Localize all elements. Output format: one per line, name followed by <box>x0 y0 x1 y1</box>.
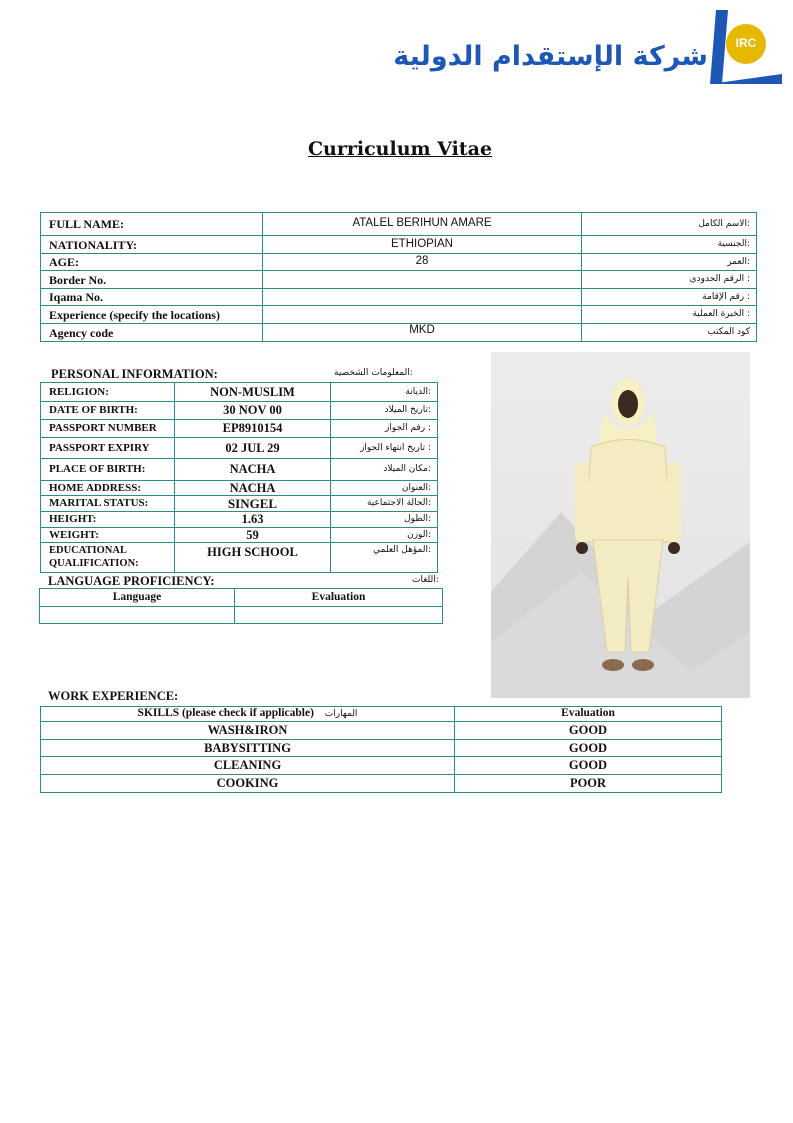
skill-row <box>41 740 722 757</box>
company-logo <box>393 8 782 88</box>
skills-column-title-ar: المهارات <box>324 709 358 720</box>
place-of-birth-value: NACHA <box>175 459 331 481</box>
personal-row <box>41 481 438 496</box>
passport-expiry-value: 02 JUL 29 <box>175 438 331 459</box>
education-label-ar: المؤهل العلمي: <box>331 543 438 573</box>
personal-row <box>41 528 438 543</box>
summary-row <box>41 236 757 254</box>
dob-value: 30 NOV 00 <box>175 402 331 420</box>
passport-expiry-label-ar: تاريخ انتهاء الجواز : <box>331 438 438 459</box>
skill-name: CLEANING <box>41 757 455 775</box>
summary-row <box>41 254 757 271</box>
passport-number-value: EP8910154 <box>175 420 331 438</box>
passport-number-label: PASSPORT NUMBER <box>41 420 175 438</box>
language-header-row <box>40 589 443 607</box>
nationality-value: ETHIOPIAN <box>263 236 582 254</box>
border-no-value <box>263 271 582 289</box>
weight-label: WEIGHT: <box>41 528 175 543</box>
marital-status-label-ar: الحالة الاجتماعية: <box>331 496 438 512</box>
irc-logo-text: IRC <box>735 36 757 50</box>
home-address-label: HOME ADDRESS: <box>41 481 175 496</box>
iqama-no-value <box>263 289 582 306</box>
religion-label-ar: الديانة: <box>331 383 438 402</box>
skill-evaluation: GOOD <box>455 740 722 757</box>
company-name-arabic: شركة الإستقدام الدولية <box>393 41 708 72</box>
agency-code-label: Agency code <box>41 324 263 342</box>
skill-evaluation: GOOD <box>455 722 722 740</box>
passport-expiry-label: PASSPORT EXPIRY <box>41 438 175 459</box>
evaluation-column-header: Evaluation <box>235 589 443 607</box>
height-label: HEIGHT: <box>41 512 175 528</box>
age-label: AGE: <box>41 254 263 271</box>
personal-info-heading: PERSONAL INFORMATION: <box>51 367 218 381</box>
language-heading-ar: اللغات: <box>412 575 439 585</box>
dob-label-ar: تاريخ الميلاد: <box>331 402 438 420</box>
height-value: 1.63 <box>175 512 331 528</box>
skill-row <box>41 775 722 793</box>
summary-row <box>41 213 757 236</box>
summary-row <box>41 324 757 342</box>
skills-column-header <box>41 707 455 722</box>
language-evaluation-cell <box>235 607 443 624</box>
personal-row <box>41 512 438 528</box>
personal-row <box>41 543 438 573</box>
skills-column-title: SKILLS (please check if applicable) <box>137 707 314 720</box>
height-label-ar: الطول: <box>331 512 438 528</box>
page-title: Curriculum Vitae <box>307 138 493 160</box>
agency-code-label-ar: كود المكتب <box>582 324 757 342</box>
border-no-label: Border No. <box>41 271 263 289</box>
marital-status-label: MARITAL STATUS: <box>41 496 175 512</box>
language-heading: LANGUAGE PROFICIENCY: <box>48 574 215 588</box>
personal-row <box>41 496 438 512</box>
education-value: HIGH SCHOOL <box>175 543 331 573</box>
iqama-no-label-ar: رقم الإقامة : <box>582 289 757 306</box>
full-name-label-ar: الاسم الكامل: <box>582 213 757 236</box>
age-value: 28 <box>263 254 582 271</box>
home-address-value: NACHA <box>175 481 331 496</box>
age-label-ar: العمر: <box>582 254 757 271</box>
summary-row <box>41 271 757 289</box>
border-no-label-ar: الرقم الحدودي : <box>582 271 757 289</box>
summary-table <box>40 212 757 342</box>
nationality-label: NATIONALITY: <box>41 236 263 254</box>
skill-name: BABYSITTING <box>41 740 455 757</box>
experience-value <box>263 306 582 324</box>
skill-name: WASH&IRON <box>41 722 455 740</box>
passport-number-label-ar: رقم الجواز : <box>331 420 438 438</box>
weight-label-ar: الوزن: <box>331 528 438 543</box>
weight-value: 59 <box>175 528 331 543</box>
work-experience-heading: WORK EXPERIENCE: <box>48 689 179 703</box>
iqama-no-label: Iqama No. <box>41 289 263 306</box>
summary-row <box>41 306 757 324</box>
language-cell <box>40 607 235 624</box>
religion-value: NON-MUSLIM <box>175 383 331 402</box>
religion-label: RELIGION: <box>41 383 175 402</box>
skill-evaluation: POOR <box>455 775 722 793</box>
nationality-label-ar: الجنسية: <box>582 236 757 254</box>
marital-status-value: SINGEL <box>175 496 331 512</box>
personal-row <box>41 438 438 459</box>
full-name-label: FULL NAME: <box>41 213 263 236</box>
personal-info-heading-ar: المعلومات الشخصية: <box>334 368 413 378</box>
full-name-value: ATALEL BERIHUN AMARE <box>263 213 582 236</box>
photo-figure <box>491 352 750 698</box>
personal-row <box>41 459 438 481</box>
place-of-birth-label-ar: مكان الميلاد: <box>331 459 438 481</box>
agency-code-value: MKD <box>263 324 582 342</box>
place-of-birth-label: PLACE OF BIRTH: <box>41 459 175 481</box>
skill-evaluation-column-header: Evaluation <box>455 707 722 722</box>
summary-row <box>41 289 757 306</box>
skill-evaluation: GOOD <box>455 757 722 775</box>
skill-row <box>41 722 722 740</box>
skill-name: COOKING <box>41 775 455 793</box>
language-table <box>39 588 443 624</box>
personal-row <box>41 402 438 420</box>
language-row <box>40 607 443 624</box>
personal-row <box>41 420 438 438</box>
dob-label: DATE OF BIRTH: <box>41 402 175 420</box>
work-header-row <box>41 707 722 722</box>
experience-label: Experience (specify the locations) <box>41 306 263 324</box>
education-label: EDUCATIONAL QUALIFICATION: <box>41 543 175 573</box>
candidate-photo <box>491 352 750 698</box>
work-experience-table <box>40 706 722 793</box>
home-address-label-ar: العنوان: <box>331 481 438 496</box>
experience-label-ar: الخبرة العملية : <box>582 306 757 324</box>
personal-row <box>41 383 438 402</box>
skill-row <box>41 757 722 775</box>
personal-info-table <box>40 382 438 573</box>
language-column-header: Language <box>40 589 235 607</box>
